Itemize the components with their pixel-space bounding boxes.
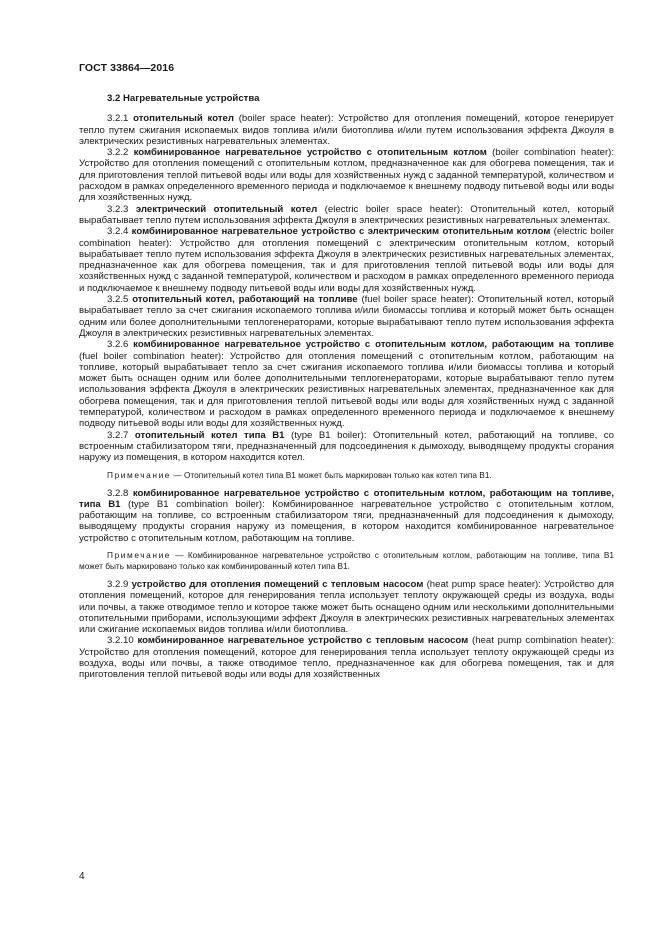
definition-number: 3.2.1 (107, 113, 129, 125)
definition-number: 3.2.10 (107, 635, 134, 647)
note-label: Примечание (107, 469, 172, 480)
definition-number: 3.2.7 (107, 429, 129, 441)
definition-number: 3.2.3 (107, 203, 129, 215)
definition-text: (boiler combination heater): Устройство для отопления помещений с отопительным котлом, предназначенное как для обогрева помещения, так и для приготовления теплой питьевой воды или воды для хозяйственных нужд с заданной температурой, количеством и расходом в рамках определенного временного периода и подключаемое к внешнему подводу питьевой воды или воды для хозяйственных нужд. (79, 147, 614, 204)
definition-number: 3.2.6 (107, 339, 129, 351)
definition-text: (fuel boiler combination heater): Устройство для отопления помещений с отопительным котлом, работающим на топливе, который вырабатывает тепло за счет сжигания ископаемого топлива и/или биомассы топлива и который может быть оснащен одним или более дополнительными теплогенераторами, которые вырабатывают тепло путем использования эффекта Джоуля в электрических резистивных нагревательных элементах, предназначенное как для обогрева помещения, так и для приготовления теплой питьевой воды или воды для хозяйственных нужд с заданной температурой, количеством и расходом в рамках определенного временного периода и подключаемое к внешнему подводу питьевой воды или воды для хозяйственных нужд. (79, 350, 614, 430)
definition-text: (heat pump space heater): Устройство для отопления помещений, которое для генерирования тепла использует теплоту окружающей среды из воздуха, воды или почвы, а также отводимое тепло и которое также может быть оснащено одним или несколькими дополнительными отопительными приборами, использующими эффект Джоуля в электрических резистивных нагревательных элементах или сжигание ископаемых видов топлива и/или биотоплива. (79, 578, 614, 636)
definition-text: (heat pump combination heater): Устройство для отопления помещений, которое для генерирования тепла использует теплоту окружающей среды из воздуха, воды или почвы, а также отводимое тепло, предназначенное как для обогрева помещения, так и для приготовления теплой питьевой воды или воды для хозяйственных (79, 635, 614, 681)
definition-term: отопительный котел, работающий на топливе (132, 294, 358, 306)
definition-3-2-8 (79, 488, 614, 544)
note-text: — Отопительный котел типа B1 может быть маркирован только как котел типа B1. (171, 469, 492, 480)
definition-number: 3.2.2 (107, 147, 129, 159)
definition-term: устройство для отопления помещений с тепловым насосом (131, 578, 424, 590)
definition-text: (type B1 combination boiler): Комбинированное нагревательное устройство с отопительным котлом, работающим на топливе, со встроенным стабилизатором тяги, предназначенный для подсоединения к дымоходу, выводящему продукты сгорания наружу из помещения, в котором находится комбинированное нагревательное устройство с отопительным котлом, работающим на топливе. (79, 498, 615, 544)
definition-term: комбинированное нагревательное устройство с отопительным котлом, работающим на топливе (133, 339, 614, 351)
definition-text: (electric boiler combination heater): Устройство для отопления помещений с электрическим отопительным котлом, который вырабатывает тепло путем использования эффекта Джоуля в электрических резистивных нагревательных элементах, предназначенное как для обогрева помещения, так и для приготовления теплой питьевой воды или воды для хозяйственных нужд с заданной температурой, количеством и расходом в рамках определенного временного периода и подключаемое к внешнему подводу питьевой воды или воды для хозяйственных нужд. (79, 226, 614, 294)
note-1 (79, 470, 614, 481)
page-number: 4 (79, 871, 85, 882)
definition-3-2-5 (79, 294, 614, 339)
definition-term: комбинированное нагревательное устройство с отопительным котлом (133, 147, 487, 159)
definition-text: (fuel boiler space heater): Отопительный котел, который вырабатывает тепло за счет сжигания ископаемого топлива и/или биомассы топлива и который может быть оснащен одним или более дополнительными теплогенераторами, которые вырабатывают тепло путем использования эффекта Джоуля в электрических резистивных нагревательных элементах. (79, 294, 614, 339)
definition-3-2-10 (79, 635, 614, 680)
definition-term: отопительный котел типа B1 (134, 429, 285, 441)
definition-term: комбинированное нагревательное устройство с отопительным котлом, работающим на топливе, типа B1 (79, 487, 614, 510)
definition-term: отопительный котел (133, 113, 234, 125)
section-title: 3.2 Нагревательные устройства (107, 93, 260, 104)
document-body (79, 93, 614, 681)
definition-3-2-2 (79, 147, 614, 203)
definition-3-2-9 (79, 579, 614, 635)
definition-number: 3.2.5 (107, 294, 129, 306)
definition-number: 3.2.9 (107, 578, 129, 590)
note-text: — Комбинированное нагревательное устройство с отопительным котлом, работающим на топливе, типа B1 может быть маркировано только как комбинированный котел типа B1. (79, 549, 614, 571)
document-code: ГОСТ 33864—2016 (79, 62, 175, 74)
definition-term: комбинированное нагревательное устройство с электрическим отопительным котлом (131, 226, 551, 238)
definition-number: 3.2.4 (107, 226, 129, 238)
definition-text: (type B1 boiler): Отопительный котел, работающий на топливе, со встроенным стабилизатором тяги, предназначенный для подсоединения к дымоходу, выводящему продукты сгорания наружу из помещения, в котором находится котел. (79, 429, 615, 464)
definition-3-2-4 (79, 226, 614, 294)
definition-3-2-7 (79, 430, 614, 464)
note-label: Примечание (107, 549, 172, 560)
definition-term: электрический отопительный котел (135, 203, 318, 215)
definition-term: комбинированное нагревательное устройство с тепловым насосом (137, 635, 469, 647)
definition-3-2-1 (79, 113, 614, 147)
definition-number: 3.2.8 (107, 487, 129, 499)
note-2 (79, 550, 614, 572)
definition-text: (boiler space heater): Устройство для отопления помещений, которое генерирует тепло путем сжигания ископаемых видов топлива и/или биотоплива и/или путем использования эффекта Джоуля в электрических резистивных нагревательных элементах. (79, 113, 614, 147)
definition-3-2-3 (79, 204, 614, 227)
definition-3-2-6 (79, 339, 614, 429)
definition-text: (electric boiler space heater): Отопительный котел, который вырабатывает тепло путем использования эффекта Джоуля в электрических резистивных нагревательных элементах. (79, 203, 614, 226)
